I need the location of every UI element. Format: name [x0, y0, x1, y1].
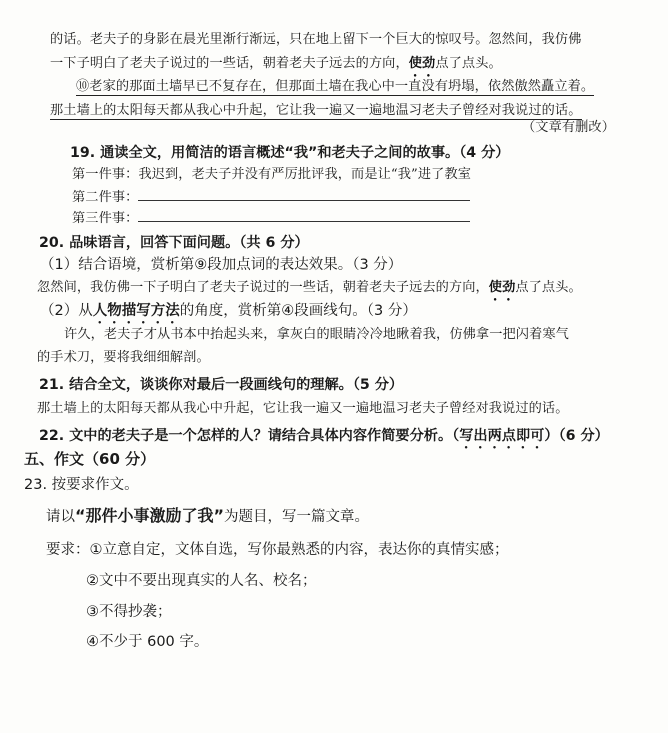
q21-quote: 那土墙上的太阳每天都从我心中升起，它让我一遍又一遍地温习老夫子曾经对我说过的话。	[37, 401, 569, 416]
question-21-title: 21. 结合全文，谈谈你对最后一段画线句的理解。（5 分）	[39, 377, 404, 393]
passage-para-10-line-2: 那土墙上的太阳每天都从我心中升起，它让我一遍又一遍地温习老夫子曾经对我说过的话。	[50, 103, 582, 118]
q19-event-2: 第二件事：	[72, 190, 470, 204]
emphasized-word: 使劲	[488, 280, 516, 295]
question-20-title: 20. 品味语言，回答下面问题。（共 6 分）	[39, 235, 309, 251]
passage-line-2: 一下子明白了老夫子说过的一些话，朝着老夫子远去的方向，使劲点了点头。	[50, 56, 502, 71]
essay-requirement-3: ③不得抄袭；	[86, 604, 172, 620]
passage-line-1: 的话。老夫子的身影在晨光里渐行渐远，只在地上留下一个巨大的惊叹号。忽然间，我仿佛	[50, 32, 582, 47]
q19-event-1: 第一件事：我迟到，老夫子并没有严厉批评我，而是让“我”进了教室	[72, 167, 472, 182]
section-5-heading: 五、作文（60 分）	[24, 450, 156, 468]
essay-prompt: 请以“那件小事激励了我”为题目，写一篇文章。	[46, 506, 370, 525]
essay-requirement-4: ④不少于 600 字。	[86, 634, 209, 650]
question-19-title: 19. 通读全文，用简洁的语言概述“我”和老夫子之间的故事。（4 分）	[70, 145, 510, 161]
q20-sub-2: （2）从人物描写方法的角度，赏析第④段画线句。（3 分）	[40, 303, 417, 319]
q20-sub-1: （1）结合语境，赏析第⑨段加点词的表达效果。（3 分）	[40, 257, 403, 273]
q20-sub-2-quote-line-2: 的手术刀，要将我细细解剖。	[37, 350, 210, 365]
q19-event-2-blank	[138, 190, 470, 201]
source-note: （文章有删改）	[522, 120, 616, 135]
q20-sub-1-quote: 忽然间，我仿佛一下子明白了老夫子说过的一些话，朝着老夫子远去的方向，使劲点了点头。	[37, 280, 582, 295]
q20-sub-2-quote-line-1: 许久，老夫子才从书本中抬起头来，拿灰白的眼睛冷冷地瞅着我，仿佛拿一把闪着寒气	[64, 327, 569, 342]
q19-event-3-blank	[138, 211, 470, 222]
q19-event-3: 第三件事：	[72, 211, 470, 225]
essay-requirement-2: ②文中不要出现真实的人名、校名；	[86, 573, 317, 589]
essay-title: “那件小事激励了我”	[75, 506, 225, 525]
question-22-title: 22. 文中的老夫子是一个怎样的人？请结合具体内容作简要分析。（写出两点即可）（6 分）	[39, 428, 609, 444]
passage-para-10-line-1: ⑩老家的那面土墙早已不复存在，但那面土墙在我心中一直没有坍塌，依然傲然矗立着。	[76, 79, 595, 94]
question-23-title: 23. 按要求作文。	[24, 477, 139, 493]
essay-requirement-1: 要求：①立意自定，文体自选，写你最熟悉的内容，表达你的真情实感；	[46, 542, 509, 558]
q19-event-1-answer: 我迟到，老夫子并没有严厉批评我，而是让“我”进了教室	[138, 167, 472, 182]
emphasized-word: 使劲	[408, 56, 436, 71]
